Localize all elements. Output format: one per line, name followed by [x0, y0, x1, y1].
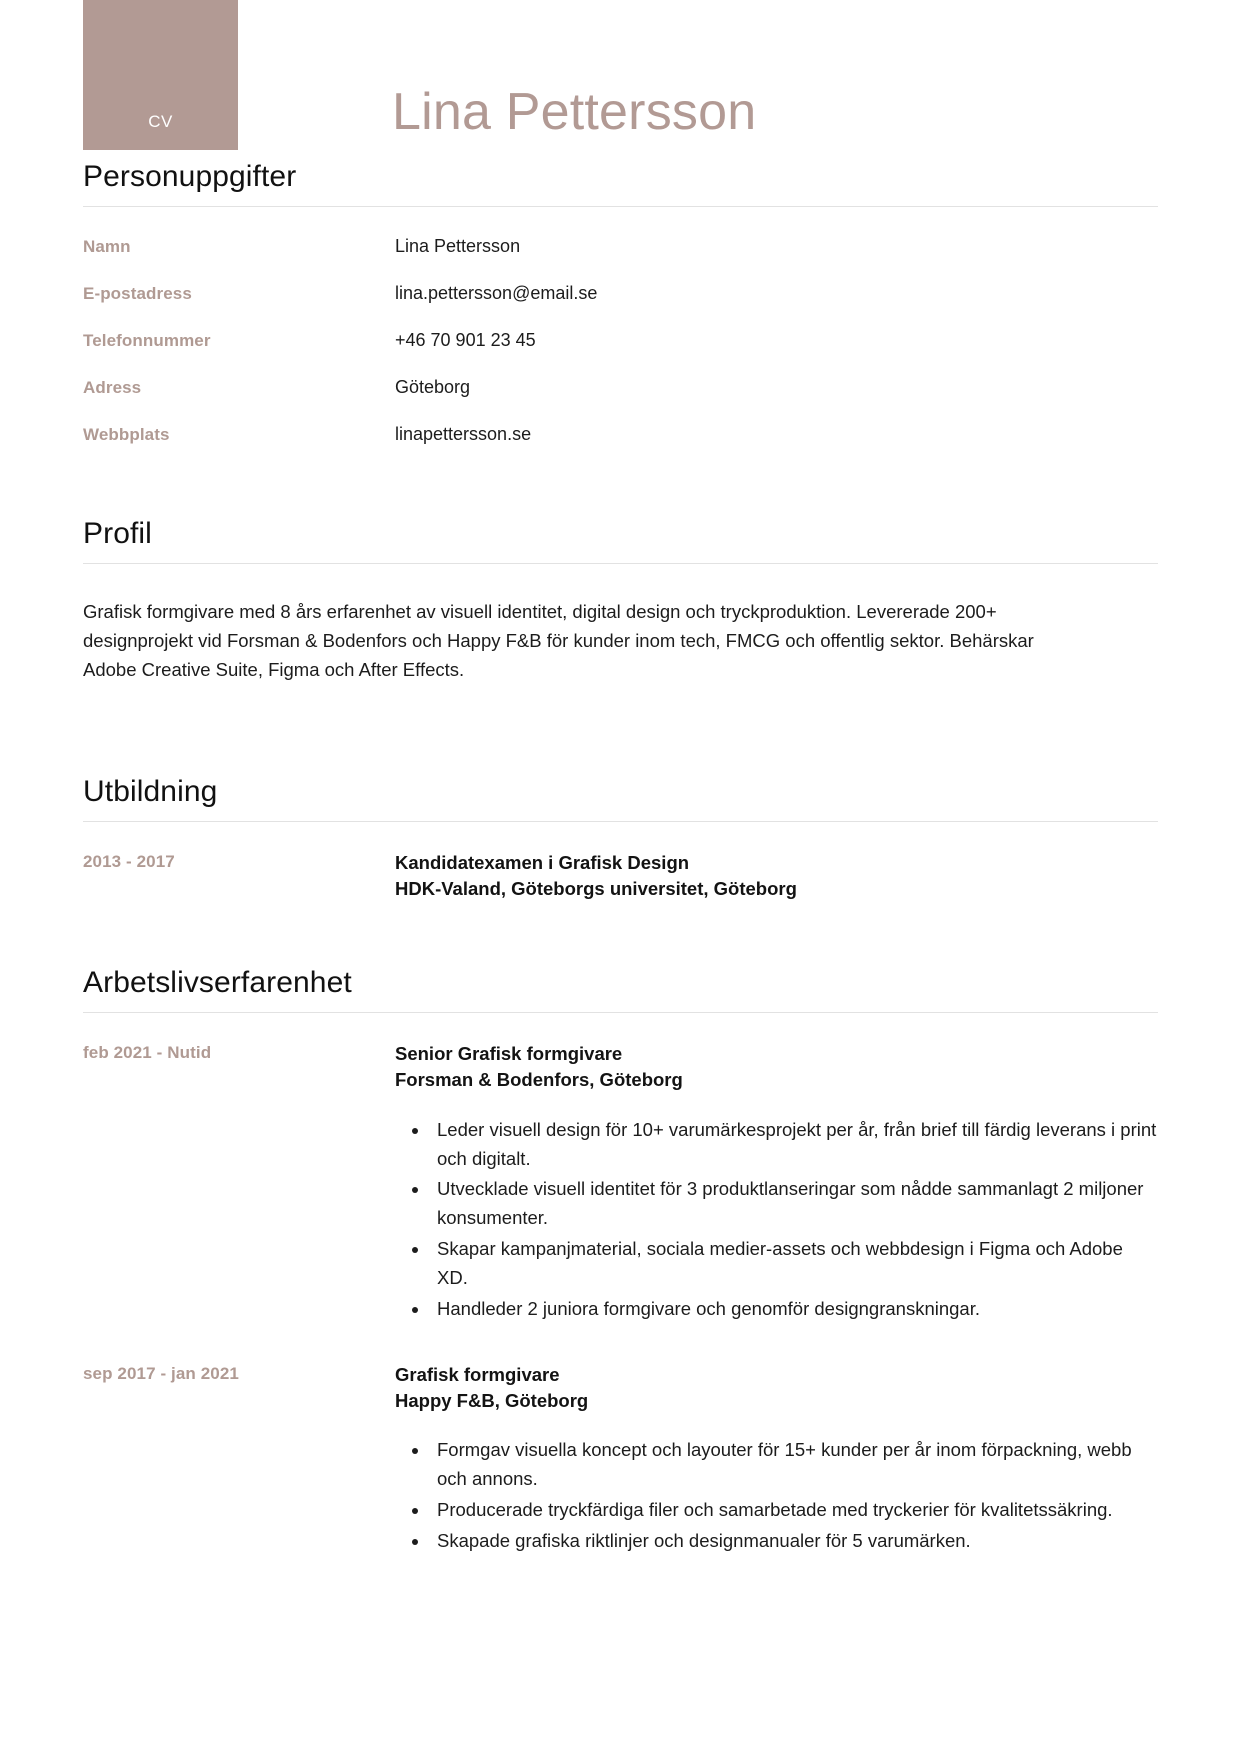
profile-text: Grafisk formgivare med 8 års erfarenhet av visuell identitet, digital design och tryckproduktion. Levererade 200+ designprojekt vid Forsman & Bodenfors och Happy F&B för kunder inom tech, FMCG och offentlig sektor. Behärskar Adobe Creative Suite, Figma och After Effects. — [83, 601, 1034, 681]
section-divider — [83, 1012, 1158, 1013]
section-profile — [83, 517, 1158, 729]
layout-spacer — [83, 1332, 1158, 1362]
detail-value-adress: Göteborg — [395, 377, 471, 397]
section-title-education: Utbildning — [83, 774, 218, 808]
section-title-experience: Arbetslivserfarenhet — [83, 966, 352, 1000]
detail-value-telefon: +46 70 901 23 45 — [395, 330, 536, 350]
list-item: • Leder visuell design för 10+ varumärkesprojekt per år, från brief till färdig leverans i print och digitalt. — [430, 1116, 1158, 1174]
experience-entry-company: Happy F&B, Göteborg — [395, 1390, 589, 1411]
education-entry — [83, 850, 1158, 903]
detail-row — [83, 424, 1158, 445]
layout-spacer — [83, 908, 1158, 966]
section-personal-details — [83, 160, 1158, 445]
section-divider — [83, 821, 1158, 822]
list-item: • Producerade tryckfärdiga filer och samarbetade med tryckerier för kvalitetssäkring. — [430, 1496, 1158, 1525]
detail-label-adress: Adress — [83, 378, 142, 397]
detail-row — [83, 236, 1158, 257]
experience-entry-body — [395, 1362, 1158, 1558]
experience-entry-period: feb 2021 - Nutid — [83, 1043, 212, 1063]
experience-entry-role: Senior Grafisk formgivare — [395, 1043, 623, 1065]
detail-label-epost: E-postadress — [83, 284, 192, 303]
education-entry-school: HDK-Valand, Göteborgs universitet, Göteborg — [395, 877, 797, 899]
cv-badge — [83, 0, 238, 150]
detail-value-namn: Lina Pettersson — [395, 236, 521, 256]
section-experience — [83, 966, 1158, 1558]
detail-label-webbplats: Webbplats — [83, 425, 170, 444]
candidate-name: Lina Pettersson — [392, 83, 757, 141]
detail-row — [83, 330, 1158, 351]
section-divider — [83, 206, 1158, 207]
experience-entry — [83, 1362, 1158, 1558]
experience-entry-role: Grafisk formgivare — [395, 1363, 560, 1385]
detail-row — [83, 377, 1158, 398]
layout-spacer — [83, 471, 1158, 517]
section-divider — [83, 563, 1158, 564]
list-item: • Formgav visuella koncept och layouter för 15+ kunder per år inom förpackning, webb och annons. — [430, 1436, 1158, 1494]
experience-entry-period: sep 2017 - jan 2021 — [83, 1363, 239, 1383]
education-entry-degree: Kandidatexamen i Grafisk Design — [395, 851, 690, 873]
list-item: • Utvecklade visuell identitet för 3 produktlanseringar som nådde sammanlagt 2 miljoner konsumenter. — [430, 1175, 1158, 1233]
experience-entry-list — [83, 1041, 1158, 1558]
detail-value-epost: lina.pettersson@email.se — [395, 283, 598, 303]
layout-spacer — [83, 729, 1158, 775]
education-entry-body — [395, 850, 1158, 903]
education-entry-list — [83, 850, 1158, 903]
cv-badge-label: CV — [148, 112, 173, 131]
section-title-personal: Personuppgifter — [83, 160, 297, 193]
experience-entry — [83, 1041, 1158, 1326]
list-item: • Skapar kampanjmaterial, sociala medier-assets och webbdesign i Figma och Adobe XD. — [430, 1235, 1158, 1293]
detail-value-webbplats: linapettersson.se — [395, 424, 532, 444]
detail-label-namn: Namn — [83, 237, 131, 256]
experience-entry-bullets — [395, 1436, 1158, 1555]
cv-content — [0, 160, 1241, 1558]
cv-header — [0, 0, 1241, 160]
list-item: • Handleder 2 juniora formgivare och genomför designgranskningar. — [430, 1295, 1158, 1324]
profile-block — [83, 597, 1158, 729]
experience-entry-company: Forsman & Bodenfors, Göteborg — [395, 1069, 683, 1091]
detail-row — [83, 283, 1158, 304]
list-item: • Skapade grafiska riktlinjer och designmanualer för 5 varumärken. — [430, 1527, 1158, 1556]
detail-label-telefon: Telefonnummer — [83, 331, 211, 350]
experience-entry-bullets — [395, 1116, 1158, 1324]
experience-entry-body — [395, 1041, 1158, 1326]
personal-details-list — [83, 236, 1158, 445]
section-education — [83, 775, 1158, 903]
section-title-profile: Profil — [83, 517, 152, 550]
education-entry-period: 2013 - 2017 — [83, 851, 175, 871]
